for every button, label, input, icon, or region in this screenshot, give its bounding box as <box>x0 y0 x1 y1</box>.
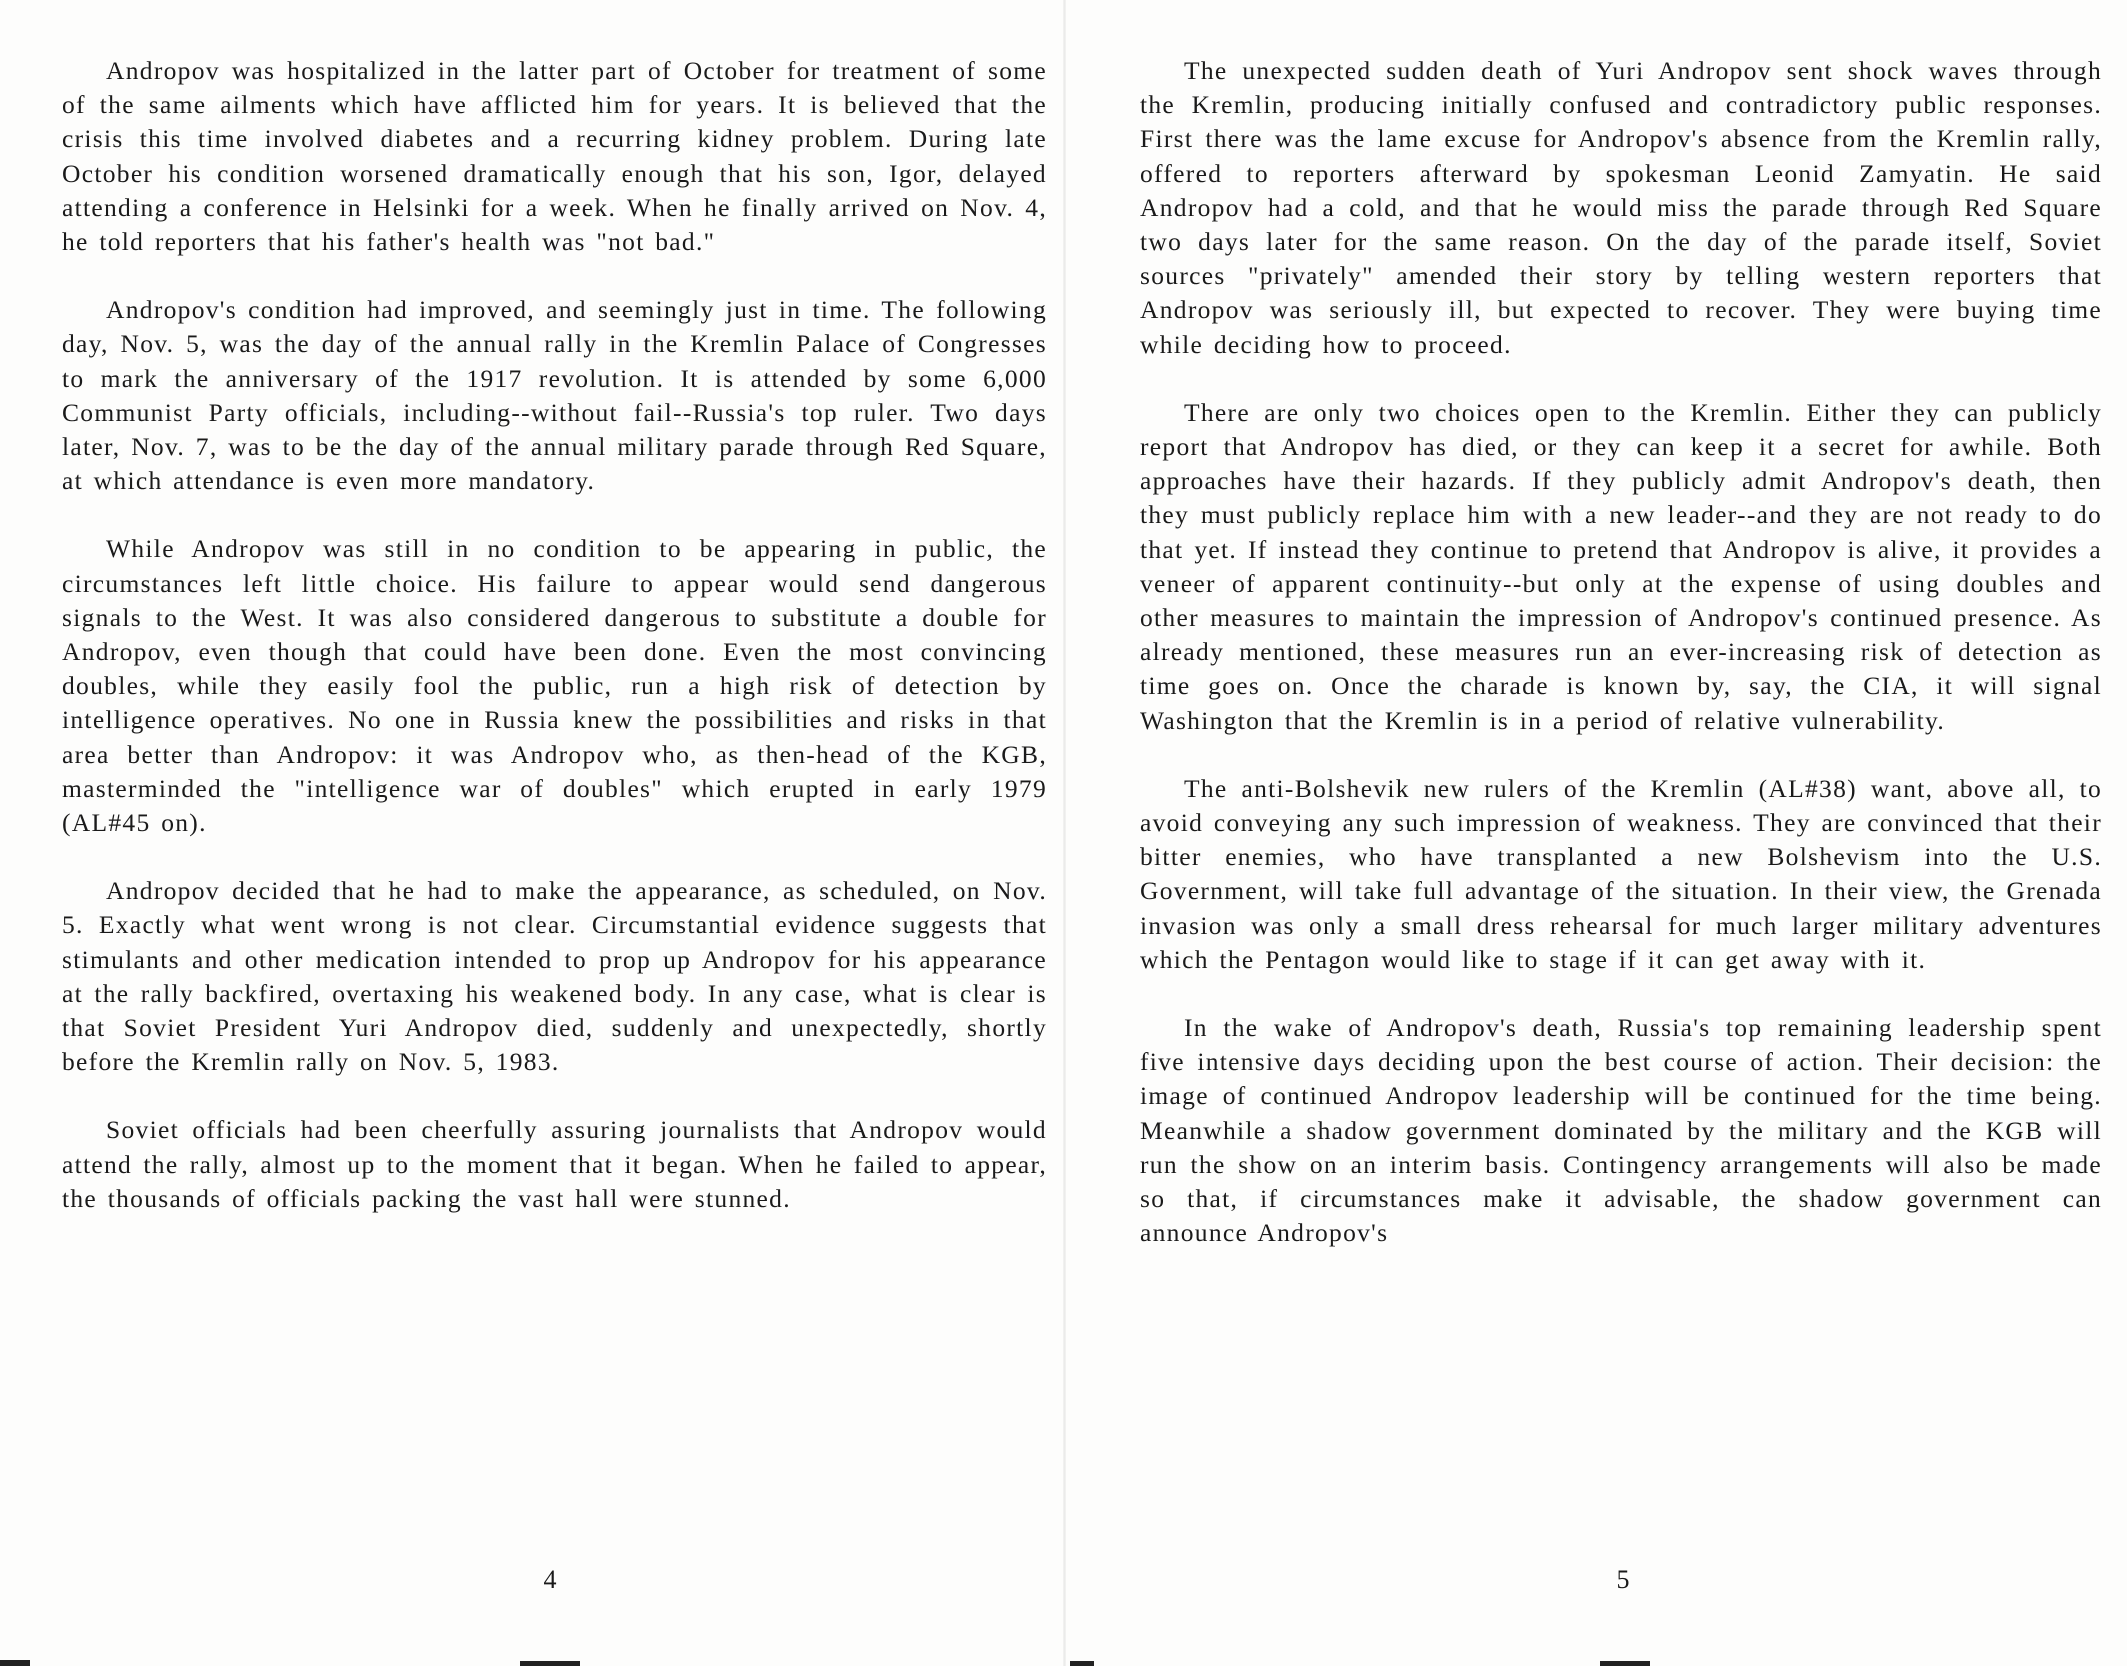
right-text-column <box>1140 54 2102 1285</box>
paragraph: Andropov was hospitalized in the latter part of October for treatment of some of the same ailments which have afflicted him for years. It is believed that the crisis this time involved diabetes and a recurring kidney problem. During late October his condition worsened dramatically enough that his son, Igor, delayed attending a conference in Helsinki for a week. When he finally arrived on Nov. 4, he told reporters that his father's health was "not bad." <box>62 56 1047 257</box>
left-page <box>0 0 1063 1666</box>
paragraph: The unexpected sudden death of Yuri Andropov sent shock waves through the Kremlin, producing initially confused and contradictory public responses. First there was the lame excuse for Andropov's absence from the Kremlin rally, offered to reporters afterward by spokesman Leonid Zamyatin. He said Andropov had a cold, and that he would miss the parade through Red Square two days later for the same reason. On the day of the parade itself, Soviet sources "privately" amended their story by telling western reporters that Andropov was seriously ill, but expected to recover. They were buying time while deciding how to proceed. <box>1140 56 2102 359</box>
scan-edge-mark <box>1600 1661 1650 1666</box>
paragraph: There are only two choices open to the Kremlin. Either they can publicly report that Andropov has died, or they can keep it a secret for awhile. Both approaches have their hazards. If they publicly admit Andropov's death, then they must publicly replace him with a new leader--and they are not ready to do that yet. If instead they continue to pretend that Andropov is alive, it provides a veneer of apparent continuity--but only at the expense of using doubles and other measures to maintain the impression of Andropov's continued presence. As already mentioned, these measures run an ever-increasing risk of detection as time goes on. Once the charade is known by, say, the CIA, it will signal Washington that the Kremlin is in a period of relative vulnerability. <box>1140 397 2102 735</box>
paragraph: In the wake of Andropov's death, Russia's top remaining leadership spent five intensive days deciding upon the best course of action. Their decision: the image of continued Andropov leadership will be continued for the time being. Meanwhile a shadow government dominated by the military and the KGB will run the show on an interim basis. Contingency arrangements will also be made so that, if circumstances make it advisable, the shadow government can announce Andropov's <box>1140 1013 2102 1248</box>
left-text-column <box>62 54 1047 1250</box>
paragraph: Andropov decided that he had to make the appearance, as scheduled, on Nov. 5. Exactly what went wrong is not clear. Circumstantial evidence suggests that stimulants and other medication intended to prop up Andropov for his appearance at the rally backfired, overtaxing his weakened body. In any case, what is clear is that Soviet President Yuri Andropov died, suddenly and unexpectedly, shortly before the Kremlin rally on Nov. 5, 1983. <box>62 876 1047 1077</box>
right-page <box>1066 0 2127 1666</box>
paragraph: While Andropov was still in no condition to be appearing in public, the circumstances left little choice. His failure to appear would send dangerous signals to the West. It was also considered dangerous to substitute a double for Andropov, even though that could have been done. Even the most convincing doubles, while they easily fool the public, run a high risk of detection by intelligence operatives. No one in Russia knew the possibilities and risks in that area better than Andropov: it was Andropov who, as then-head of the KGB, masterminded the "intelligence war of doubles" which erupted in early 1979 (AL#45 on). <box>62 534 1047 838</box>
page-number: 4 <box>543 1565 557 1594</box>
page-number: 5 <box>1616 1565 1630 1594</box>
scan-edge-mark <box>1070 1661 1094 1666</box>
paragraph: Andropov's condition had improved, and seemingly just in time. The following day, Nov. 5, was the day of the annual rally in the Kremlin Palace of Congresses to mark the anniversary of the 1917 revolution. It is attended by some 6,000 Communist Party officials, including--without fail--Russia's top ruler. Two days later, Nov. 7, was to be the day of the annual military parade through Red Square, at which attendance is even more mandatory. <box>62 295 1047 496</box>
scan-edge-mark <box>520 1661 580 1666</box>
paragraph: The anti-Bolshevik new rulers of the Kremlin (AL#38) want, above all, to avoid conveying any such impression of weakness. They are convinced that their bitter enemies, who have transplanted a new Bolshevism into the U.S. Government, will take full advantage of the situation. In their view, the Grenada invasion was only a small dress rehearsal for much larger military adventures which the Pentagon would like to stage if it can get away with it. <box>1140 773 2102 974</box>
paragraph: Soviet officials had been cheerfully assuring journalists that Andropov would attend the rally, almost up to the moment that it began. When he failed to appear, the thousands of officials packing the vast hall were stunned. <box>62 1115 1047 1213</box>
scan-edge-mark <box>0 1660 30 1666</box>
